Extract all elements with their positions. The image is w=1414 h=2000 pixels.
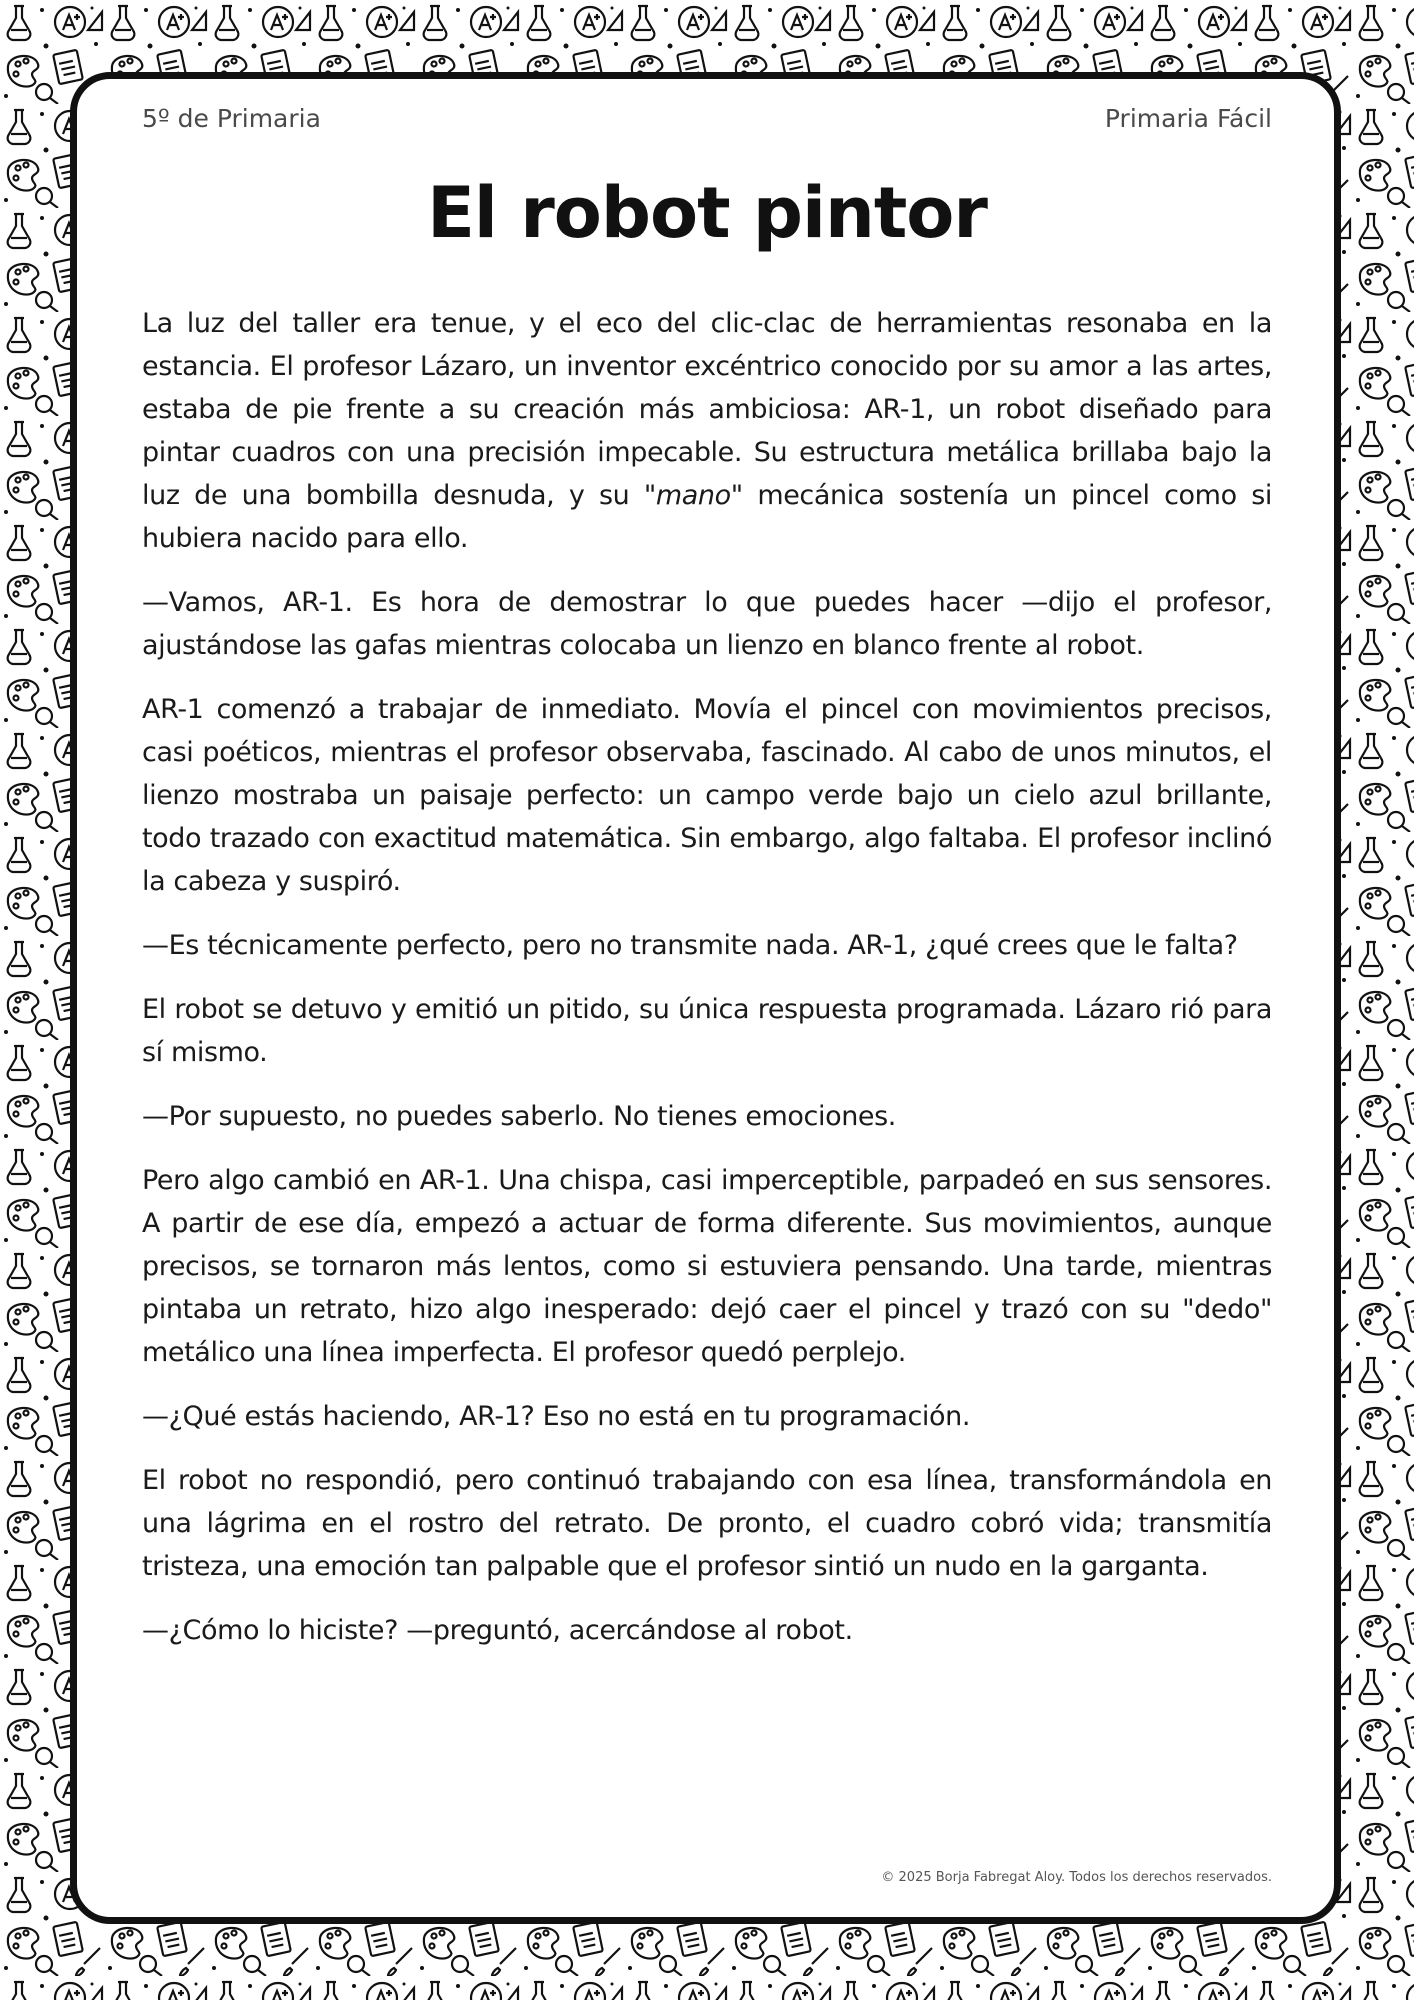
story-paragraph: Pero algo cambió en AR-1. Una chispa, casi imperceptible, parpadeó en sus sensores. A partir de ese día, empezó a actuar de forma diferente. Sus movimientos, aunque precisos, se tornaron más lentos, como si estuviera pensando. Una tarde, mientras pintaba un retrato, hizo algo inesperado: dejó caer el pincel y trazó con su "dedo" metálico una línea imperfecta. El profesor quedó perplejo. (142, 1165, 1272, 1368)
story-paragraph: —¿Qué estás haciendo, AR-1? Eso no está en tu programación. (142, 1401, 971, 1432)
emphasis-word: mano (655, 480, 731, 511)
story-paragraph: El robot se detuvo y emitió un pitido, su única respuesta programada. Lázaro rió para sí mismo. (142, 994, 1272, 1068)
story-paragraph: El robot no respondió, pero continuó trabajando con esa línea, transformándola en una lágrima en el rostro del retrato. De pronto, el cuadro cobró vida; transmitía tristeza, una emoción tan palpable que el profesor sintió un nudo en la garganta. (142, 1465, 1272, 1582)
story-title: El robot pintor (427, 172, 987, 254)
story-paragraph: AR-1 comenzó a trabajar de inmediato. Movía el pincel con movimientos precisos, casi poéticos, mientras el profesor observaba, fascinado. Al cabo de unos minutos, el lienzo mostraba un paisaje perfecto: un campo verde bajo un cielo azul brillante, todo trazado con exactitud matemática. Sin embargo, algo faltaba. El profesor inclinó la cabeza y suspiró. (142, 694, 1272, 897)
brand-label: Primaria Fácil (1104, 104, 1272, 133)
story-paragraph: —Por supuesto, no puedes saberlo. No tienes emociones. (142, 1101, 896, 1132)
copyright-notice: © 2025 Borja Fabregat Aloy. Todos los derechos reservados. (881, 1870, 1272, 1885)
story-paragraph: —Vamos, AR-1. Es hora de demostrar lo que puedes hacer —dijo el profesor, ajustándose las gafas mientras colocaba un lienzo en blanco frente al robot. (142, 587, 1272, 661)
story-body (142, 302, 1272, 1673)
story-paragraph: —¿Cómo lo hiciste? —preguntó, acercándose al robot. (142, 1615, 853, 1646)
grade-label: 5º de Primaria (142, 104, 321, 133)
story-paragraph: La luz del taller era tenue, y el eco del clic-clac de herramientas resonaba en la estancia. El profesor Lázaro, un inventor excéntrico conocido por su amor a las artes, estaba de pie frente a su creación más ambiciosa: AR-1, un robot diseñado para pintar cuadros con una precisión impecable. Su estructura metálica brillaba bajo la luz de una bombilla desnuda, y su "mano" mecánica sostenía un pincel como si hubiera nacido para ello. (142, 308, 1272, 554)
story-paragraph: —Es técnicamente perfecto, pero no transmite nada. AR-1, ¿qué crees que le falta? (142, 930, 1238, 961)
